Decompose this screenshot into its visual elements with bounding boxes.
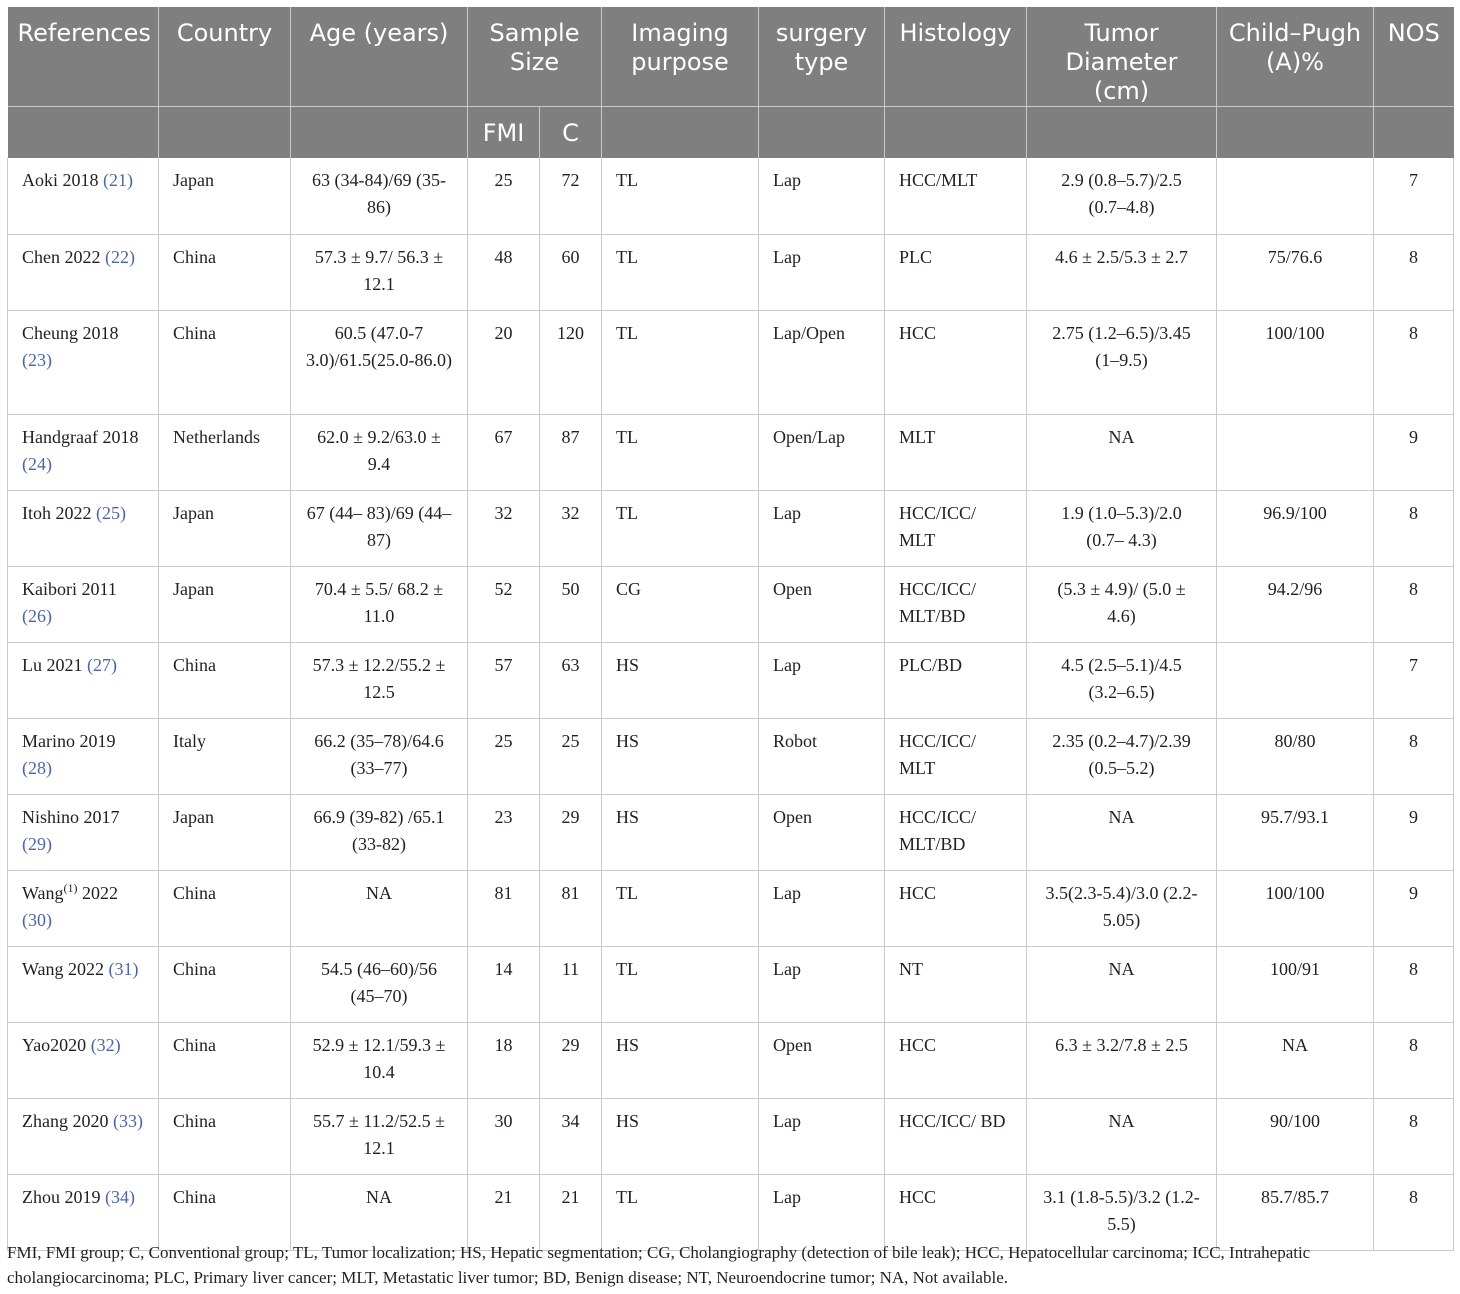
cell-sample-fmi: 81	[468, 870, 540, 946]
cell-histology: HCC	[885, 310, 1027, 414]
cell-imaging-purpose: TL	[602, 414, 759, 490]
cell-surgery-type: Lap	[759, 946, 885, 1022]
cell-child-pugh: NA	[1217, 1022, 1374, 1098]
cell-surgery-type: Open/Lap	[759, 414, 885, 490]
cell-reference	[8, 642, 159, 718]
cell-sample-fmi: 23	[468, 794, 540, 870]
table-row	[8, 158, 1454, 234]
cell-child-pugh: 100/100	[1217, 870, 1374, 946]
subheader-empty	[8, 107, 159, 159]
cell-histology: HCC/ICC/ MLT/BD	[885, 794, 1027, 870]
cell-histology: HCC	[885, 870, 1027, 946]
cell-histology: PLC/BD	[885, 642, 1027, 718]
cell-child-pugh: 94.2/96	[1217, 566, 1374, 642]
cell-surgery-type: Lap/Open	[759, 310, 885, 414]
cell-reference	[8, 946, 159, 1022]
cell-imaging-purpose: HS	[602, 1098, 759, 1174]
cell-surgery-type: Lap	[759, 490, 885, 566]
cell-sample-fmi: 48	[468, 234, 540, 310]
cell-age: 54.5 (46–60)/56 (45–70)	[291, 946, 468, 1022]
table-row	[8, 642, 1454, 718]
cell-tumor-diameter: NA	[1027, 414, 1217, 490]
studies-table-container	[7, 7, 1453, 1251]
reference-citation-link[interactable]: (26)	[22, 605, 52, 626]
cell-histology: HCC/ICC/ MLT/BD	[885, 566, 1027, 642]
table-row	[8, 1022, 1454, 1098]
reference-superscript: (1)	[63, 880, 78, 895]
table-row	[8, 566, 1454, 642]
cell-surgery-type: Open	[759, 566, 885, 642]
cell-country: Japan	[159, 566, 291, 642]
cell-child-pugh: 100/100	[1217, 310, 1374, 414]
cell-age: 60.5 (47.0-7 3.0)/61.5(25.0-86.0)	[291, 310, 468, 414]
cell-country: Netherlands	[159, 414, 291, 490]
cell-child-pugh: 100/91	[1217, 946, 1374, 1022]
subheader-empty	[1027, 107, 1217, 159]
cell-sample-c: 60	[540, 234, 602, 310]
cell-sample-c: 29	[540, 1022, 602, 1098]
table-row	[8, 794, 1454, 870]
subheader-empty	[291, 107, 468, 159]
cell-nos: 8	[1374, 1174, 1454, 1250]
cell-child-pugh	[1217, 414, 1374, 490]
cell-histology: HCC/ICC/ BD	[885, 1098, 1027, 1174]
cell-age: 57.3 ± 12.2/55.2 ± 12.5	[291, 642, 468, 718]
cell-child-pugh	[1217, 158, 1374, 234]
cell-sample-c: 87	[540, 414, 602, 490]
header-sample-size: Sample Size	[468, 7, 602, 107]
cell-reference	[8, 794, 159, 870]
reference-citation-link[interactable]: (29)	[22, 833, 52, 854]
cell-imaging-purpose: HS	[602, 794, 759, 870]
cell-surgery-type: Lap	[759, 642, 885, 718]
cell-country: China	[159, 1098, 291, 1174]
cell-nos: 9	[1374, 794, 1454, 870]
cell-tumor-diameter: NA	[1027, 1098, 1217, 1174]
reference-citation-link[interactable]: (34)	[105, 1186, 135, 1207]
cell-histology: HCC	[885, 1174, 1027, 1250]
table-row	[8, 310, 1454, 414]
cell-reference	[8, 1022, 159, 1098]
cell-sample-c: 29	[540, 794, 602, 870]
reference-citation-link[interactable]: (21)	[103, 170, 133, 190]
cell-age: 67 (44– 83)/69 (44– 87)	[291, 490, 468, 566]
header-surgery-type: surgery type	[759, 7, 885, 107]
cell-imaging-purpose: HS	[602, 1022, 759, 1098]
cell-age: 66.2 (35–78)/64.6 (33–77)	[291, 718, 468, 794]
cell-surgery-type: Open	[759, 1022, 885, 1098]
reference-citation-link[interactable]: (22)	[105, 246, 135, 267]
cell-histology: HCC/ICC/ MLT	[885, 718, 1027, 794]
cell-imaging-purpose: TL	[602, 870, 759, 946]
table-row	[8, 718, 1454, 794]
cell-tumor-diameter: (5.3 ± 4.9)/ (5.0 ± 4.6)	[1027, 566, 1217, 642]
cell-surgery-type: Open	[759, 794, 885, 870]
cell-country: China	[159, 1174, 291, 1250]
cell-imaging-purpose: TL	[602, 310, 759, 414]
cell-nos: 7	[1374, 642, 1454, 718]
reference-citation-link[interactable]: (27)	[87, 654, 117, 675]
reference-author-year: Yao2020	[22, 1034, 91, 1055]
cell-surgery-type: Robot	[759, 718, 885, 794]
cell-sample-fmi: 57	[468, 642, 540, 718]
cell-country: Japan	[159, 158, 291, 234]
reference-author-year: Handgraaf 2018	[22, 426, 139, 447]
cell-tumor-diameter: 4.5 (2.5–5.1)/4.5 (3.2–6.5)	[1027, 642, 1217, 718]
cell-child-pugh: 95.7/93.1	[1217, 794, 1374, 870]
subheader-empty	[159, 107, 291, 159]
reference-author-year: Aoki 2018	[22, 170, 103, 190]
reference-citation-link[interactable]: (25)	[96, 502, 126, 523]
cell-sample-fmi: 20	[468, 310, 540, 414]
cell-sample-c: 120	[540, 310, 602, 414]
cell-child-pugh: 90/100	[1217, 1098, 1374, 1174]
cell-reference	[8, 490, 159, 566]
cell-reference	[8, 158, 159, 234]
cell-surgery-type: Lap	[759, 870, 885, 946]
cell-nos: 8	[1374, 946, 1454, 1022]
cell-country: Italy	[159, 718, 291, 794]
subheader-empty	[1217, 107, 1374, 159]
reference-author-year: Zhou 2019	[22, 1186, 105, 1207]
cell-sample-fmi: 52	[468, 566, 540, 642]
cell-country: China	[159, 234, 291, 310]
reference-author-year: Chen 2022	[22, 246, 105, 267]
cell-country: China	[159, 946, 291, 1022]
table-body	[8, 158, 1454, 1250]
cell-surgery-type: Lap	[759, 1174, 885, 1250]
cell-imaging-purpose: TL	[602, 158, 759, 234]
reference-author-year: Nishino 2017	[22, 806, 120, 827]
cell-histology: HCC/MLT	[885, 158, 1027, 234]
cell-sample-c: 34	[540, 1098, 602, 1174]
cell-reference	[8, 1098, 159, 1174]
cell-imaging-purpose: HS	[602, 718, 759, 794]
cell-nos: 9	[1374, 870, 1454, 946]
cell-sample-c: 11	[540, 946, 602, 1022]
cell-country: Japan	[159, 490, 291, 566]
subheader-empty	[1374, 107, 1454, 159]
cell-imaging-purpose: TL	[602, 946, 759, 1022]
cell-nos: 8	[1374, 234, 1454, 310]
header-references: References	[8, 7, 159, 107]
studies-table	[7, 7, 1454, 1251]
cell-sample-fmi: 14	[468, 946, 540, 1022]
header-row	[8, 7, 1454, 107]
cell-sample-fmi: 18	[468, 1022, 540, 1098]
reference-author-year: Wang	[22, 882, 64, 903]
cell-age: NA	[291, 870, 468, 946]
cell-imaging-purpose: TL	[602, 490, 759, 566]
cell-imaging-purpose: TL	[602, 1174, 759, 1250]
reference-author-year: Marino 2019	[22, 730, 116, 751]
cell-histology: NT	[885, 946, 1027, 1022]
cell-tumor-diameter: 3.1 (1.8-5.5)/3.2 (1.2-5.5)	[1027, 1174, 1217, 1250]
cell-age: 52.9 ± 12.1/59.3 ± 10.4	[291, 1022, 468, 1098]
cell-tumor-diameter: NA	[1027, 794, 1217, 870]
table-row	[8, 1174, 1454, 1250]
subheader-fmi: FMI	[468, 107, 540, 159]
cell-tumor-diameter: 2.35 (0.2–4.7)/2.39 (0.5–5.2)	[1027, 718, 1217, 794]
cell-surgery-type: Lap	[759, 234, 885, 310]
cell-sample-c: 50	[540, 566, 602, 642]
cell-reference	[8, 414, 159, 490]
cell-child-pugh: 75/76.6	[1217, 234, 1374, 310]
cell-sample-fmi: 21	[468, 1174, 540, 1250]
cell-nos: 9	[1374, 414, 1454, 490]
subheader-c: C	[540, 107, 602, 159]
cell-nos: 8	[1374, 310, 1454, 414]
cell-child-pugh	[1217, 642, 1374, 718]
table-row	[8, 870, 1454, 946]
subheader-empty	[885, 107, 1027, 159]
cell-age: 62.0 ± 9.2/63.0 ± 9.4	[291, 414, 468, 490]
cell-reference	[8, 234, 159, 310]
reference-author-year: Zhang 2020	[22, 1110, 113, 1131]
table-row	[8, 1098, 1454, 1174]
reference-author-year: Kaibori 2011	[22, 578, 117, 599]
cell-nos: 7	[1374, 158, 1454, 234]
cell-age: 57.3 ± 9.7/ 56.3 ± 12.1	[291, 234, 468, 310]
cell-histology: MLT	[885, 414, 1027, 490]
subheader-row	[8, 107, 1454, 159]
cell-histology: PLC	[885, 234, 1027, 310]
cell-sample-c: 81	[540, 870, 602, 946]
cell-imaging-purpose: CG	[602, 566, 759, 642]
cell-sample-fmi: 67	[468, 414, 540, 490]
cell-country: China	[159, 642, 291, 718]
cell-sample-fmi: 25	[468, 158, 540, 234]
reference-citation-link[interactable]: (28)	[22, 757, 52, 778]
cell-tumor-diameter: NA	[1027, 946, 1217, 1022]
cell-country: China	[159, 870, 291, 946]
header-country: Country	[159, 7, 291, 107]
header-age: Age (years)	[291, 7, 468, 107]
cell-sample-fmi: 32	[468, 490, 540, 566]
subheader-empty	[759, 107, 885, 159]
header-imaging-purpose: Imaging purpose	[602, 7, 759, 107]
cell-age: 70.4 ± 5.5/ 68.2 ± 11.0	[291, 566, 468, 642]
cell-child-pugh: 85.7/85.7	[1217, 1174, 1374, 1250]
cell-reference	[8, 870, 159, 946]
cell-country: Japan	[159, 794, 291, 870]
cell-nos: 8	[1374, 566, 1454, 642]
table-row	[8, 234, 1454, 310]
cell-nos: 8	[1374, 1022, 1454, 1098]
cell-age: 66.9 (39-82) /65.1 (33-82)	[291, 794, 468, 870]
cell-reference	[8, 566, 159, 642]
cell-sample-c: 25	[540, 718, 602, 794]
cell-age: 63 (34-84)/69 (35-86)	[291, 158, 468, 234]
reference-citation-link[interactable]: (24)	[22, 453, 52, 474]
cell-surgery-type: Lap	[759, 1098, 885, 1174]
header-nos: NOS	[1374, 7, 1454, 107]
cell-histology: HCC	[885, 1022, 1027, 1098]
cell-country: China	[159, 310, 291, 414]
cell-tumor-diameter: 6.3 ± 3.2/7.8 ± 2.5	[1027, 1022, 1217, 1098]
cell-tumor-diameter: 2.75 (1.2–6.5)/3.45 (1–9.5)	[1027, 310, 1217, 414]
cell-tumor-diameter: 1.9 (1.0–5.3)/2.0 (0.7– 4.3)	[1027, 490, 1217, 566]
reference-citation-link[interactable]: (33)	[112, 1110, 143, 1131]
cell-nos: 8	[1374, 1098, 1454, 1174]
reference-citation-link[interactable]: (23)	[22, 349, 52, 370]
cell-histology: HCC/ICC/ MLT	[885, 490, 1027, 566]
reference-author-year: Cheung 2018	[22, 322, 119, 343]
cell-surgery-type: Lap	[759, 158, 885, 234]
table-row	[8, 414, 1454, 490]
cell-nos: 8	[1374, 490, 1454, 566]
cell-tumor-diameter: 4.6 ± 2.5/5.3 ± 2.7	[1027, 234, 1217, 310]
table-footnote: FMI, FMI group; C, Conventional group; TL, Tumor localization; HS, Hepatic segmentation; CG, Cholangiography (detection of bile leak); HCC, Hepatocellular carcinoma; ICC, Intrahepatic cholangiocarcinoma; PLC, Primary liver cancer; MLT, Metastatic liver tumor; BD, Benign disease; NT, Neuroendocrine tumor; NA, Not available.	[7, 1243, 1311, 1287]
cell-child-pugh: 96.9/100	[1217, 490, 1374, 566]
reference-author-year: Itoh 2022	[22, 502, 96, 523]
reference-author-year: Lu 2021	[22, 654, 87, 675]
cell-reference	[8, 310, 159, 414]
table-row	[8, 946, 1454, 1022]
cell-child-pugh: 80/80	[1217, 718, 1374, 794]
cell-sample-c: 72	[540, 158, 602, 234]
cell-sample-fmi: 30	[468, 1098, 540, 1174]
table-row	[8, 490, 1454, 566]
cell-nos: 8	[1374, 718, 1454, 794]
reference-citation-link[interactable]: (32)	[90, 1034, 121, 1055]
reference-citation-link[interactable]: (31)	[108, 958, 139, 979]
cell-sample-c: 63	[540, 642, 602, 718]
cell-age: NA	[291, 1174, 468, 1250]
cell-tumor-diameter: 3.5(2.3-5.4)/3.0 (2.2-5.05)	[1027, 870, 1217, 946]
cell-tumor-diameter: 2.9 (0.8–5.7)/2.5 (0.7–4.8)	[1027, 158, 1217, 234]
subheader-empty	[602, 107, 759, 159]
cell-imaging-purpose: HS	[602, 642, 759, 718]
header-histology: Histology	[885, 7, 1027, 107]
cell-country: China	[159, 1022, 291, 1098]
header-tumor-diameter: Tumor Diameter (cm)	[1027, 7, 1217, 107]
cell-sample-fmi: 25	[468, 718, 540, 794]
header-child-pugh: Child–Pugh (A)%	[1217, 7, 1374, 107]
cell-sample-c: 32	[540, 490, 602, 566]
cell-sample-c: 21	[540, 1174, 602, 1250]
cell-reference	[8, 718, 159, 794]
reference-year: 2022	[77, 882, 119, 903]
reference-author-year: Wang 2022	[22, 958, 109, 979]
reference-citation-link[interactable]: (30)	[22, 909, 52, 930]
cell-reference	[8, 1174, 159, 1250]
cell-age: 55.7 ± 11.2/52.5 ± 12.1	[291, 1098, 468, 1174]
cell-imaging-purpose: TL	[602, 234, 759, 310]
